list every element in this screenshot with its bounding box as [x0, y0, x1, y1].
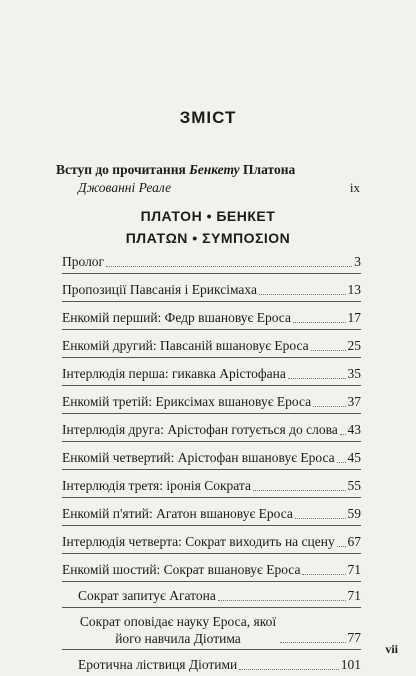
toc-entry[interactable]	[62, 414, 361, 442]
toc-entry-label: Енкомій перший: Федр вшановує Ероса	[62, 310, 291, 325]
toc-entry[interactable]	[62, 442, 361, 470]
leader	[302, 574, 345, 575]
toc-entry[interactable]	[62, 274, 361, 302]
section-heading-ukrainian: ПЛАТОН • БЕНКЕТ	[140, 208, 276, 224]
toc-entry-page: 71	[347, 562, 361, 577]
toc-entry-page: 45	[347, 450, 361, 465]
toc-entry-label: Енкомій другий: Павсаній вшановує Ероса	[62, 338, 309, 353]
toc-subentry-label: Еротична ліствиця Діотими	[78, 657, 238, 672]
toc-entry-page: 37	[347, 394, 361, 409]
toc-entry-label: Інтерлюдія перша: гикавка Арістофана	[62, 366, 286, 381]
intro-prefix: Вступ до прочитання	[56, 162, 190, 177]
leader	[218, 600, 346, 601]
toc-entry[interactable]	[62, 554, 361, 582]
toc-entry-page: 13	[347, 282, 361, 297]
toc-entry-label: Енкомій шостий: Сократ вшановує Ероса	[62, 562, 301, 577]
intro-author: Джованні Реале	[78, 180, 172, 195]
intro-author-line	[78, 180, 360, 196]
page-title: ЗМІСТ	[179, 108, 237, 127]
toc-entry-label: Енкомій п'ятий: Агатон вшановує Ероса	[62, 506, 293, 521]
page-number: vii	[385, 642, 398, 656]
toc-entry-page: 55	[347, 478, 361, 493]
toc-entry[interactable]	[62, 330, 361, 358]
toc-entry-label: Інтерлюдія друга: Арістофан готується до слова	[62, 422, 338, 437]
toc-entry-label: Енкомій третій: Ериксімах вшановує Ероса	[62, 394, 312, 409]
leader	[313, 406, 345, 407]
intro-suffix: Платона	[239, 162, 296, 177]
intro-italic: Бенкету	[189, 162, 240, 177]
toc-subentry-page: 77	[347, 630, 361, 645]
toc-entry[interactable]	[62, 386, 361, 414]
toc-subentry-page: 71	[347, 588, 361, 603]
leader	[171, 180, 350, 196]
toc-subentry[interactable]	[62, 608, 361, 650]
toc-subentry[interactable]	[62, 582, 361, 608]
toc-entry-label: Інтерлюдія третя: іронія Сократа	[62, 478, 251, 493]
leader	[337, 546, 346, 547]
toc-entry[interactable]	[62, 248, 361, 274]
toc-entry-page: 67	[347, 534, 361, 549]
leader	[239, 669, 338, 670]
toc-subentry[interactable]	[62, 650, 361, 676]
section-heading-greek: ПЛАТΩN • ΣΥΜΠΟΣΙΟΝ	[125, 230, 291, 246]
intro-title	[56, 162, 295, 178]
toc-entry[interactable]	[62, 302, 361, 330]
leader	[337, 462, 346, 463]
toc-subentry-label: Сократ запитує Агатона	[78, 588, 216, 603]
toc-entry-page: 43	[347, 422, 361, 437]
toc-subentry-label: Сократ оповідає науку Ероса, якої його навчила Діотима	[79, 614, 277, 646]
leader	[280, 642, 346, 643]
leader	[340, 434, 346, 435]
leader	[311, 350, 346, 351]
toc-entry-label: Інтерлюдія четверта: Сократ виходить на сцену	[62, 534, 335, 549]
leader	[259, 294, 346, 295]
toc-entry-page: 17	[347, 310, 361, 325]
toc-entry[interactable]	[62, 358, 361, 386]
intro-page: ix	[349, 180, 360, 195]
toc-list	[62, 248, 361, 676]
leader	[253, 490, 346, 491]
toc-subentry-page: 101	[340, 657, 361, 672]
leader	[106, 266, 352, 267]
toc-entry-page: 3	[354, 254, 361, 269]
toc-entry-page: 35	[347, 366, 361, 381]
toc-entry[interactable]	[62, 470, 361, 498]
leader	[293, 322, 346, 323]
toc-entry[interactable]	[62, 498, 361, 526]
leader	[288, 378, 346, 379]
toc-entry-page: 25	[347, 338, 361, 353]
toc-entry[interactable]	[62, 526, 361, 554]
toc-entry-label: Енкомій четвертий: Арістофан вшановує Ероса	[62, 450, 335, 465]
toc-entry-label: Пропозиції Павсанія і Ериксімаха	[62, 282, 257, 297]
leader	[295, 518, 346, 519]
toc-entry-page: 59	[347, 506, 361, 521]
toc-entry-label: Пролог	[62, 254, 105, 269]
